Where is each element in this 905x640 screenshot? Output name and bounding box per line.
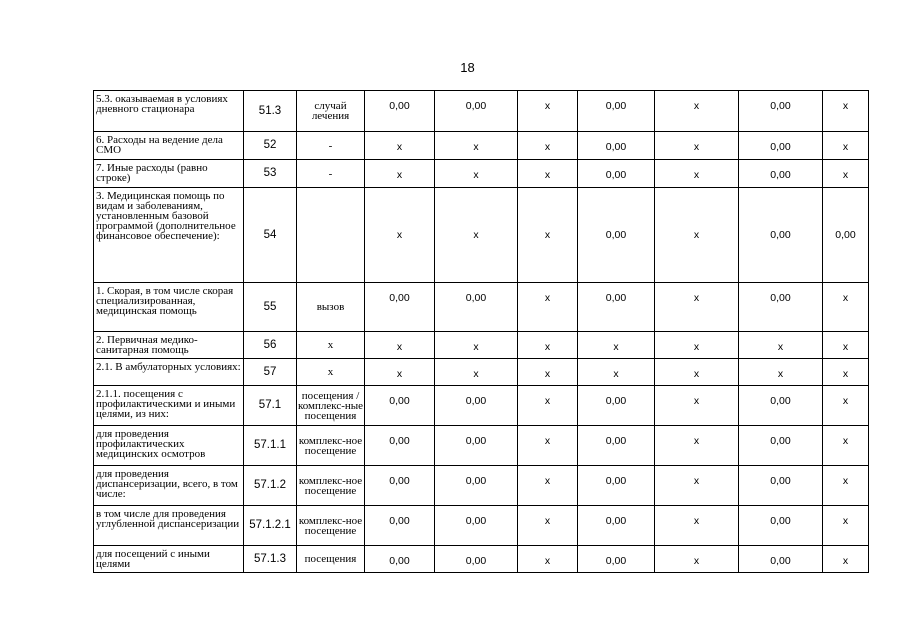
value-cell: x (435, 160, 518, 188)
row-code-cell: 57.1.2 (244, 466, 297, 506)
row-code-cell: 57 (244, 359, 297, 386)
row-code-cell: 52 (244, 132, 297, 160)
row-unit-cell: x (297, 332, 365, 359)
value-cell: x (435, 188, 518, 283)
value-cell: x (518, 132, 578, 160)
row-unit-cell: комплекс-ное посещение (297, 506, 365, 546)
value-cell: x (518, 91, 578, 132)
value-cell: x (823, 506, 869, 546)
value-cell: 0,00 (365, 466, 435, 506)
table-row (94, 506, 869, 546)
value-cell: 0,00 (578, 91, 655, 132)
row-unit-cell: вызов (297, 283, 365, 332)
value-cell: 0,00 (435, 386, 518, 426)
row-code-cell: 57.1 (244, 386, 297, 426)
value-cell: 0,00 (823, 188, 869, 283)
table-row (94, 283, 869, 332)
value-cell: x (365, 188, 435, 283)
row-code-cell: 53 (244, 160, 297, 188)
value-cell: 0,00 (739, 426, 823, 466)
value-cell: x (655, 546, 739, 573)
value-cell: 0,00 (739, 160, 823, 188)
data-table (93, 90, 869, 573)
row-code-cell: 57.1.1 (244, 426, 297, 466)
value-cell: x (655, 91, 739, 132)
value-cell: x (518, 546, 578, 573)
row-code-cell: 57.1.3 (244, 546, 297, 573)
value-cell: x (823, 426, 869, 466)
value-cell: x (518, 332, 578, 359)
value-cell: x (365, 132, 435, 160)
row-unit-cell: посещения (297, 546, 365, 573)
row-name-cell: для проведения диспансеризации, всего, в том числе: (94, 466, 244, 506)
value-cell: x (823, 386, 869, 426)
value-cell: 0,00 (739, 386, 823, 426)
page-number: 18 (460, 60, 475, 75)
row-code-cell: 54 (244, 188, 297, 283)
value-cell: 0,00 (578, 160, 655, 188)
value-cell: x (823, 160, 869, 188)
row-name-cell: 3. Медицинская помощь по видам и заболеваниям, установленным базовой программой (дополнительное финансовое обеспечение): (94, 188, 244, 283)
value-cell: x (823, 283, 869, 332)
row-name-cell: 1. Скорая, в том числе скорая специализированная, медицинская помощь (94, 283, 244, 332)
row-unit-cell: комплекс-ное посещение (297, 426, 365, 466)
value-cell: x (435, 332, 518, 359)
value-cell: x (655, 426, 739, 466)
table-row (94, 332, 869, 359)
value-cell: x (435, 132, 518, 160)
row-name-cell: для проведения профилактических медицинских осмотров (94, 426, 244, 466)
table-row (94, 188, 869, 283)
value-cell: x (365, 160, 435, 188)
value-cell: x (655, 188, 739, 283)
table-row (94, 359, 869, 386)
value-cell: x (578, 359, 655, 386)
value-cell: 0,00 (365, 506, 435, 546)
row-unit-cell: - (297, 160, 365, 188)
value-cell: 0,00 (578, 426, 655, 466)
value-cell: x (823, 466, 869, 506)
row-unit-cell: посещения / комплекс-ные посещения (297, 386, 365, 426)
value-cell: 0,00 (739, 506, 823, 546)
row-name-cell: в том числе для проведения углубленной диспансеризации (94, 506, 244, 546)
value-cell: x (739, 332, 823, 359)
row-code-cell: 55 (244, 283, 297, 332)
value-cell: 0,00 (578, 283, 655, 332)
value-cell: x (518, 160, 578, 188)
value-cell: 0,00 (739, 546, 823, 573)
value-cell: 0,00 (578, 188, 655, 283)
row-name-cell: для посещений с иными целями (94, 546, 244, 573)
value-cell: 0,00 (435, 91, 518, 132)
row-code-cell: 57.1.2.1 (244, 506, 297, 546)
row-code-cell: 56 (244, 332, 297, 359)
value-cell: x (518, 426, 578, 466)
value-cell: 0,00 (365, 283, 435, 332)
value-cell: x (655, 283, 739, 332)
value-cell: x (655, 466, 739, 506)
table-row (94, 386, 869, 426)
value-cell: x (655, 332, 739, 359)
value-cell: 0,00 (365, 546, 435, 573)
table-row (94, 91, 869, 132)
row-name-cell: 2.1. В амбулаторных условиях: (94, 359, 244, 386)
row-name-cell: 7. Иные расходы (равно строке) (94, 160, 244, 188)
value-cell: x (518, 283, 578, 332)
value-cell: x (578, 332, 655, 359)
value-cell: x (655, 132, 739, 160)
value-cell: x (739, 359, 823, 386)
value-cell: 0,00 (365, 91, 435, 132)
row-name-cell: 2.1.1. посещения с профилактическими и иными целями, из них: (94, 386, 244, 426)
value-cell: 0,00 (365, 426, 435, 466)
row-unit-cell: - (297, 132, 365, 160)
value-cell: 0,00 (578, 506, 655, 546)
value-cell: 0,00 (739, 132, 823, 160)
value-cell: x (518, 359, 578, 386)
row-unit-cell: x (297, 359, 365, 386)
value-cell: x (655, 386, 739, 426)
table-body (94, 91, 869, 573)
table-row (94, 132, 869, 160)
row-unit-cell: случай лечения (297, 91, 365, 132)
value-cell: x (655, 359, 739, 386)
row-unit-cell: комплекс-ное посещение (297, 466, 365, 506)
value-cell: x (655, 160, 739, 188)
value-cell: x (823, 332, 869, 359)
value-cell: 0,00 (435, 506, 518, 546)
value-cell: 0,00 (435, 466, 518, 506)
row-name-cell: 2. Первичная медико-санитарная помощь (94, 332, 244, 359)
value-cell: 0,00 (578, 546, 655, 573)
value-cell: 0,00 (739, 283, 823, 332)
row-name-cell: 5.3. оказываемая в условиях дневного стационара (94, 91, 244, 132)
table-row (94, 426, 869, 466)
value-cell: 0,00 (435, 283, 518, 332)
value-cell: x (823, 132, 869, 160)
row-name-cell: 6. Расходы на ведение дела СМО (94, 132, 244, 160)
row-unit-cell (297, 188, 365, 283)
value-cell: x (518, 188, 578, 283)
value-cell: 0,00 (435, 426, 518, 466)
value-cell: 0,00 (578, 386, 655, 426)
value-cell: x (823, 91, 869, 132)
value-cell: x (435, 359, 518, 386)
value-cell: x (823, 546, 869, 573)
table-row (94, 466, 869, 506)
value-cell: 0,00 (739, 91, 823, 132)
value-cell: x (655, 506, 739, 546)
value-cell: x (823, 359, 869, 386)
value-cell: x (518, 466, 578, 506)
value-cell: 0,00 (578, 466, 655, 506)
value-cell: 0,00 (578, 132, 655, 160)
row-code-cell: 51.3 (244, 91, 297, 132)
value-cell: 0,00 (739, 188, 823, 283)
value-cell: x (365, 359, 435, 386)
value-cell: 0,00 (739, 466, 823, 506)
value-cell: x (518, 506, 578, 546)
value-cell: 0,00 (435, 546, 518, 573)
table-row (94, 160, 869, 188)
table-row (94, 546, 869, 573)
value-cell: x (518, 386, 578, 426)
value-cell: x (365, 332, 435, 359)
value-cell: 0,00 (365, 386, 435, 426)
